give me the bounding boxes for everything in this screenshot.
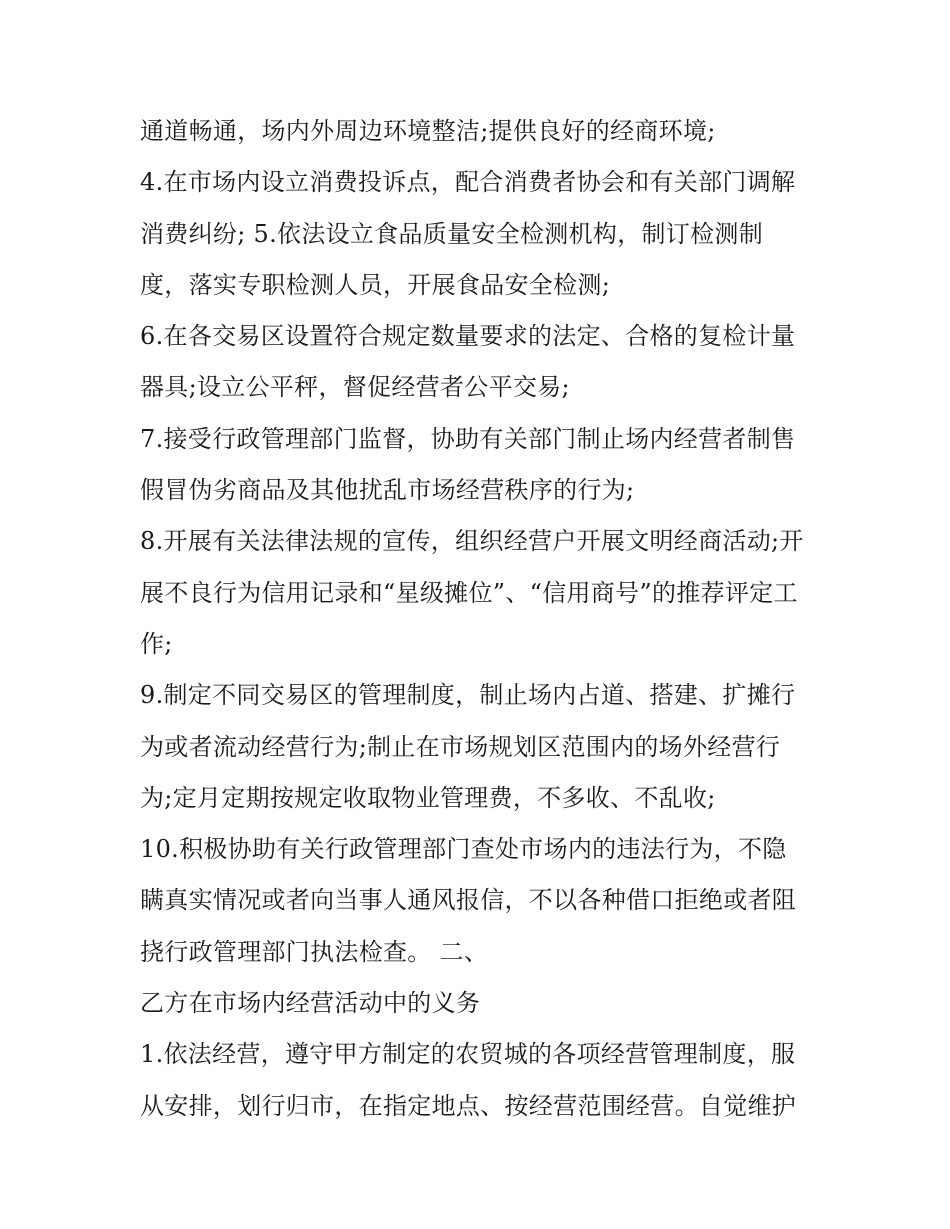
text-line: 挠行政管理部门执法检查。 二、 — [140, 937, 489, 966]
text-line: 作; — [140, 629, 173, 658]
text-line: 消费纠纷; 5.依法设立食品质量安全检测机构，制订检测制 — [140, 219, 764, 248]
text-line: 为;定月定期按规定收取物业管理费，不多收、不乱收; — [140, 783, 716, 812]
text-line: 瞒真实情况或者向当事人通风报信，不以各种借口拒绝或者阻 — [140, 886, 797, 915]
text-line: 7.接受行政管理部门监督，协助有关部门制止场内经营者制售 — [140, 424, 796, 453]
text-line: 6.在各交易区设置符合规定数量要求的法定、合格的复检计量 — [140, 322, 796, 351]
text-line: 4.在市场内设立消费投诉点，配合消费者协会和有关部门调解 — [140, 168, 796, 197]
text-line: 器具;设立公平秤，督促经营者公平交易; — [140, 373, 570, 402]
text-line: 通道畅通，场内外周边环境整洁;提供良好的经商环境; — [140, 117, 716, 145]
text-line: 假冒伪劣商品及其他扰乱市场经营秩序的行为; — [140, 476, 635, 505]
body-text — [140, 106, 830, 1132]
text-line: 为或者流动经营行为;制止在市场规划区范围内的场外经营行 — [140, 732, 781, 761]
text-line: 9.制定不同交易区的管理制度，制止场内占道、搭建、扩摊行 — [140, 681, 796, 710]
text-line: 度，落实专职检测人员，开展食品安全检测; — [140, 270, 611, 299]
text-line: 1.依法经营，遵守甲方制定的农贸城的各项经营管理制度，服 — [140, 1040, 796, 1069]
text-line: 10.积极协助有关行政管理部门查处市场内的违法行为，不隐 — [140, 835, 787, 864]
section-heading: 乙方在市场内经营活动中的义务 — [140, 989, 481, 1018]
text-line: 从安排，划行归市，在指定地点、按经营范围经营。自觉维护 — [140, 1091, 797, 1120]
text-line: 展不良行为信用记录和“星级摊位”、“信用商号”的推荐评定工 — [140, 578, 798, 607]
text-line: 8.开展有关法律法规的宣传，组织经营户开展文明经商活动;开 — [140, 527, 804, 556]
